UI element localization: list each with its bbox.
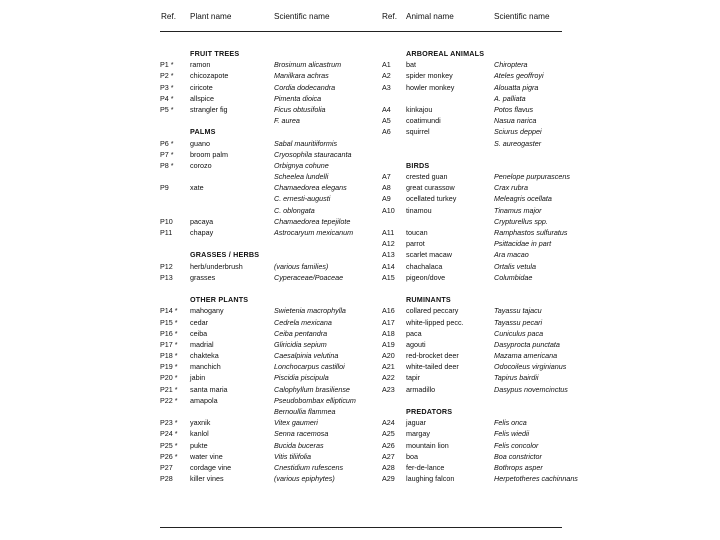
animal-name-cell: bat bbox=[406, 60, 416, 70]
animal-ref-cell bbox=[382, 160, 406, 171]
table-row bbox=[160, 283, 610, 294]
ref-cell bbox=[160, 249, 190, 260]
animal-name-cell: pigeon/dove bbox=[406, 272, 446, 282]
ref-cell: P17 * bbox=[160, 339, 178, 349]
plant-scientific-cell bbox=[274, 126, 382, 137]
animal-name-cell bbox=[406, 138, 494, 149]
ref-cell: P2 * bbox=[160, 71, 174, 81]
animal-ref-cell: A24 bbox=[382, 418, 395, 428]
animal-name-cell: squirrel bbox=[406, 127, 430, 137]
plant-name-cell bbox=[190, 238, 274, 249]
animal-ref-cell: A26 bbox=[382, 440, 395, 450]
table-row bbox=[160, 305, 610, 316]
plant-scientific-cell: Vitex gaumeri bbox=[274, 418, 318, 428]
table-row bbox=[160, 160, 610, 171]
ref-cell: P26 * bbox=[160, 451, 178, 461]
plant-name-cell: manchich bbox=[190, 362, 221, 372]
plant-name-cell: ciricote bbox=[190, 82, 213, 92]
animal-ref-cell: A5 bbox=[382, 116, 391, 126]
ref-cell: P22 * bbox=[160, 395, 178, 405]
table-row bbox=[160, 48, 610, 59]
ref-cell: P4 * bbox=[160, 93, 174, 103]
section-heading: ARBOREAL ANIMALS bbox=[406, 49, 485, 58]
plant-name-cell bbox=[190, 171, 274, 182]
animal-scientific-cell: Meleagris ocellata bbox=[494, 194, 552, 204]
table-row bbox=[160, 339, 610, 350]
table-row bbox=[160, 70, 610, 81]
animal-ref-cell bbox=[382, 48, 406, 59]
animal-ref-cell: A18 bbox=[382, 328, 395, 338]
plant-scientific-cell: Scheelea lundelli bbox=[274, 172, 329, 182]
animal-scientific-cell: Felis onca bbox=[494, 418, 527, 428]
ref-cell: P16 * bbox=[160, 328, 178, 338]
plant-name-cell: xate bbox=[190, 183, 204, 193]
animal-ref-cell bbox=[382, 406, 406, 417]
plant-name-cell: ceiba bbox=[190, 328, 208, 338]
table-row bbox=[160, 182, 610, 193]
header-ref: Ref. bbox=[161, 12, 177, 21]
plant-scientific-cell: (various epiphytes) bbox=[274, 474, 335, 484]
plant-scientific-cell bbox=[274, 294, 382, 305]
plant-scientific-cell: Brosimum alicastrum bbox=[274, 60, 342, 70]
animal-scientific-cell: Herpetotheres cachinnans bbox=[494, 474, 578, 484]
plant-name-cell: strangler fig bbox=[190, 104, 228, 114]
ref-cell: P24 * bbox=[160, 429, 178, 439]
section-heading: PREDATORS bbox=[406, 407, 453, 416]
plant-name-cell: jabin bbox=[190, 373, 206, 383]
animal-name-cell: boa bbox=[406, 451, 418, 461]
table-row bbox=[160, 126, 610, 137]
animal-name-cell bbox=[406, 216, 494, 227]
plant-name-cell: chapay bbox=[190, 228, 214, 237]
ref-cell: P8 * bbox=[160, 160, 174, 170]
plant-name-cell: kanlol bbox=[190, 429, 209, 439]
table-row bbox=[160, 350, 610, 361]
plant-scientific-cell: Cryosophila stauracanta bbox=[274, 149, 352, 159]
table-row bbox=[160, 272, 610, 283]
table-row bbox=[160, 171, 610, 182]
animal-ref-cell: A16 bbox=[382, 306, 395, 316]
animal-ref-cell bbox=[382, 216, 406, 227]
plant-name-cell: santa maria bbox=[190, 384, 228, 394]
table-row bbox=[160, 216, 610, 227]
table-row bbox=[160, 462, 610, 473]
plant-scientific-cell: Bucida buceras bbox=[274, 440, 324, 450]
ref-cell: P28 bbox=[160, 474, 173, 484]
plant-scientific-cell: Cyperaceae/Poaceae bbox=[274, 272, 344, 282]
animal-ref-cell: A7 bbox=[382, 172, 391, 182]
table-header bbox=[160, 10, 610, 24]
plant-scientific-cell: Orbignya cohune bbox=[274, 160, 329, 170]
animal-name-cell: margay bbox=[406, 429, 430, 439]
animal-scientific-cell: A. palliata bbox=[494, 93, 526, 103]
plant-name-cell: madrial bbox=[190, 339, 214, 349]
animal-name-cell: howler monkey bbox=[406, 82, 455, 92]
table-row bbox=[160, 372, 610, 383]
plant-name-cell: grasses bbox=[190, 272, 216, 282]
section-heading: GRASSES / HERBS bbox=[190, 250, 260, 260]
ref-cell bbox=[160, 294, 190, 305]
ref-cell: P14 * bbox=[160, 306, 178, 316]
table-row bbox=[160, 328, 610, 339]
ref-cell bbox=[160, 205, 190, 216]
section-heading: FRUIT TREES bbox=[190, 49, 240, 58]
plant-name-cell: pacaya bbox=[190, 216, 214, 226]
bottom-rule bbox=[160, 527, 562, 528]
table-row bbox=[160, 249, 610, 260]
plant-name-cell bbox=[190, 283, 274, 294]
ref-cell: P12 bbox=[160, 261, 173, 271]
animal-name-cell: fer-de-lance bbox=[406, 462, 445, 472]
animal-ref-cell: A2 bbox=[382, 71, 391, 81]
animal-scientific-cell: Ara macao bbox=[494, 250, 529, 260]
plant-scientific-cell: Calophyllum brasiliense bbox=[274, 384, 350, 394]
animal-scientific-cell: Odocoileus virginianus bbox=[494, 362, 567, 372]
table-row bbox=[160, 395, 610, 406]
table-row bbox=[160, 149, 610, 160]
animal-ref-cell: A6 bbox=[382, 127, 391, 137]
animal-scientific-cell: Chiroptera bbox=[494, 60, 528, 70]
plant-scientific-cell: Senna racemosa bbox=[274, 429, 329, 439]
ref-cell: P21 * bbox=[160, 384, 178, 394]
plant-scientific-cell: F. aurea bbox=[274, 116, 300, 126]
plant-scientific-cell: Sabal mauritiiformis bbox=[274, 138, 338, 148]
animal-scientific-cell: Tayassu pecari bbox=[494, 317, 543, 327]
plant-scientific-cell: Cordia dodecandra bbox=[274, 82, 336, 92]
animal-scientific-cell: Crypturellus spp. bbox=[494, 216, 548, 226]
ref-cell: P19 * bbox=[160, 362, 178, 372]
table-row bbox=[160, 238, 610, 249]
table-row bbox=[160, 104, 610, 115]
animal-ref-cell: A17 bbox=[382, 317, 395, 327]
animal-ref-cell: A4 bbox=[382, 104, 391, 114]
animal-scientific-cell: Felis concolor bbox=[494, 440, 539, 450]
section-heading: BIRDS bbox=[406, 160, 430, 170]
animal-scientific-cell bbox=[494, 160, 610, 171]
animal-name-cell: tinamou bbox=[406, 205, 432, 215]
animal-name-cell bbox=[406, 93, 494, 104]
plant-scientific-cell: Pimenta dioica bbox=[274, 93, 322, 103]
animal-ref-cell: A21 bbox=[382, 362, 395, 372]
table-row bbox=[160, 417, 610, 428]
plant-scientific-cell: Bernoullia flammea bbox=[274, 407, 336, 416]
ref-cell: P15 * bbox=[160, 317, 178, 327]
table-row bbox=[160, 440, 610, 451]
animal-name-cell: great curassow bbox=[406, 183, 455, 193]
plant-scientific-cell: Piscidia piscipula bbox=[274, 373, 329, 383]
animal-scientific-cell: Crax rubra bbox=[494, 183, 528, 193]
animal-scientific-cell: Bothrops asper bbox=[494, 462, 543, 472]
animal-scientific-cell: Nasua narica bbox=[494, 116, 537, 126]
ref-cell: P20 * bbox=[160, 373, 178, 383]
species-reference-table bbox=[160, 0, 610, 540]
animal-name-cell: armadillo bbox=[406, 384, 436, 394]
animal-ref-cell: A19 bbox=[382, 339, 395, 349]
plant-scientific-cell: Gliricidia sepium bbox=[274, 339, 327, 349]
plant-scientific-cell: (various families) bbox=[274, 261, 329, 271]
table-row bbox=[160, 261, 610, 272]
animal-scientific-cell: Dasypus novemcinctus bbox=[494, 384, 568, 394]
ref-cell bbox=[160, 283, 190, 294]
plant-scientific-cell: Vitis tiliifolia bbox=[274, 451, 312, 461]
animal-name-cell bbox=[406, 149, 494, 160]
animal-ref-cell: A3 bbox=[382, 82, 391, 92]
animal-name-cell: collared peccary bbox=[406, 306, 459, 316]
plant-name-cell: cordage vine bbox=[190, 462, 232, 472]
ref-cell: P25 * bbox=[160, 440, 178, 450]
plant-scientific-cell: Ficus obtusifolia bbox=[274, 104, 326, 114]
animal-ref-cell: A28 bbox=[382, 462, 395, 472]
animal-name-cell bbox=[406, 395, 494, 406]
plant-name-cell: chicozapote bbox=[190, 71, 229, 81]
animal-name-cell: laughing falcon bbox=[406, 474, 455, 484]
animal-ref-cell: A1 bbox=[382, 60, 391, 70]
animal-scientific-cell: Ramphastos sulfuratus bbox=[494, 228, 568, 237]
plant-name-cell: herb/underbrush bbox=[190, 261, 243, 271]
ref-cell: P6 * bbox=[160, 138, 174, 148]
plant-scientific-cell: Lonchocarpus castilloi bbox=[274, 362, 345, 372]
table-row bbox=[160, 294, 610, 305]
plant-scientific-cell: Astrocaryum mexicanum bbox=[274, 228, 354, 237]
ref-cell bbox=[160, 406, 190, 417]
animal-scientific-cell bbox=[494, 283, 610, 294]
animal-scientific-cell: Potos flavus bbox=[494, 104, 534, 114]
animal-name-cell: mountain lion bbox=[406, 440, 449, 450]
header-plant-name: Plant name bbox=[190, 12, 232, 21]
table-row bbox=[160, 205, 610, 216]
animal-scientific-cell: Alouatta pigra bbox=[494, 82, 539, 92]
plant-name-cell: mahogany bbox=[190, 306, 224, 316]
ref-cell: P23 * bbox=[160, 418, 178, 428]
animal-scientific-cell: Sciurus deppei bbox=[494, 127, 542, 137]
animal-ref-cell: A20 bbox=[382, 351, 395, 361]
animal-name-cell: ocellated turkey bbox=[406, 194, 457, 204]
animal-ref-cell: A29 bbox=[382, 474, 395, 484]
table-row bbox=[160, 115, 610, 126]
animal-name-cell: spider monkey bbox=[406, 71, 453, 81]
table-row bbox=[160, 82, 610, 93]
section-heading: RUMINANTS bbox=[406, 295, 451, 305]
ref-cell: P11 bbox=[160, 228, 173, 237]
table-row bbox=[160, 59, 610, 70]
section-heading: PALMS bbox=[190, 127, 216, 137]
animal-name-cell: jaguar bbox=[406, 418, 426, 428]
animal-scientific-cell: Boa constrictor bbox=[494, 451, 542, 461]
animal-scientific-cell: S. aureogaster bbox=[494, 138, 542, 148]
ref-cell: P3 * bbox=[160, 82, 174, 92]
plant-name-cell: chakteka bbox=[190, 351, 219, 361]
animal-ref-cell: A23 bbox=[382, 384, 395, 394]
animal-ref-cell bbox=[382, 138, 406, 149]
animal-scientific-cell bbox=[494, 406, 610, 417]
ref-cell: P7 * bbox=[160, 149, 174, 159]
animal-ref-cell: A12 bbox=[382, 239, 395, 249]
animal-ref-cell: A27 bbox=[382, 451, 395, 461]
animal-ref-cell: A25 bbox=[382, 429, 395, 439]
animal-ref-cell bbox=[382, 283, 406, 294]
animal-scientific-cell: Ortalis vetula bbox=[494, 261, 536, 271]
plant-scientific-cell bbox=[274, 283, 382, 294]
table-row bbox=[160, 384, 610, 395]
animal-scientific-cell bbox=[494, 48, 610, 59]
animal-name-cell: tapir bbox=[406, 373, 420, 383]
animal-scientific-cell: Columbidae bbox=[494, 272, 533, 282]
top-rule bbox=[160, 31, 562, 32]
ref-cell: P13 bbox=[160, 272, 173, 282]
animal-scientific-cell bbox=[494, 395, 610, 406]
plant-scientific-cell: Manilkara achras bbox=[274, 71, 329, 81]
section-heading: OTHER PLANTS bbox=[190, 295, 249, 305]
plant-scientific-cell bbox=[274, 238, 382, 249]
ref-cell: P5 * bbox=[160, 104, 174, 114]
animal-name-cell: chachalaca bbox=[406, 261, 443, 271]
plant-scientific-cell: Chamaedorea tepejilote bbox=[274, 216, 351, 226]
animal-scientific-cell bbox=[494, 294, 610, 305]
plant-name-cell: allspice bbox=[190, 93, 214, 103]
animal-name-cell: crested guan bbox=[406, 172, 448, 182]
plant-scientific-cell: C. oblongata bbox=[274, 205, 315, 215]
ref-cell: P1 * bbox=[160, 60, 174, 70]
animal-ref-cell bbox=[382, 93, 406, 104]
animal-ref-cell: A9 bbox=[382, 194, 391, 204]
animal-ref-cell: A10 bbox=[382, 205, 395, 215]
animal-ref-cell: A8 bbox=[382, 183, 391, 193]
table-row bbox=[160, 193, 610, 204]
animal-ref-cell bbox=[382, 395, 406, 406]
ref-cell: P27 bbox=[160, 462, 173, 472]
animal-ref-cell: A15 bbox=[382, 272, 395, 282]
plant-name-cell: amapola bbox=[190, 395, 218, 405]
ref-cell bbox=[160, 238, 190, 249]
animal-name-cell: red-brocket deer bbox=[406, 351, 459, 361]
plant-name-cell: yaxnik bbox=[190, 418, 211, 428]
table-row bbox=[160, 451, 610, 462]
plant-name-cell: water vine bbox=[190, 451, 223, 461]
animal-scientific-cell: Tinamus major bbox=[494, 205, 542, 215]
plant-scientific-cell: Pseudobombax ellipticum bbox=[274, 395, 356, 405]
plant-name-cell: ramon bbox=[190, 60, 211, 70]
plant-name-cell bbox=[190, 205, 274, 216]
plant-scientific-cell bbox=[274, 48, 382, 59]
table-row bbox=[160, 428, 610, 439]
animal-scientific-cell: Tayassu tajacu bbox=[494, 306, 542, 316]
table-body bbox=[160, 48, 610, 484]
plant-scientific-cell: Cnestidium rufescens bbox=[274, 462, 344, 472]
table-row bbox=[160, 138, 610, 149]
plant-name-cell: killer vines bbox=[190, 474, 224, 484]
header-scientific-name: Scientific name bbox=[274, 12, 330, 21]
table-row bbox=[160, 317, 610, 328]
animal-scientific-cell: Psittacidae in part bbox=[494, 239, 552, 249]
header-scientific-name-2: Scientific name bbox=[494, 12, 550, 21]
plant-scientific-cell bbox=[274, 249, 382, 260]
plant-scientific-cell: Ceiba pentandra bbox=[274, 328, 328, 338]
animal-scientific-cell: Felis wiedii bbox=[494, 429, 530, 439]
plant-name-cell: cedar bbox=[190, 317, 208, 327]
animal-scientific-cell bbox=[494, 149, 610, 160]
animal-ref-cell bbox=[382, 294, 406, 305]
plant-scientific-cell: Cedrela mexicana bbox=[274, 317, 332, 327]
ref-cell: P10 bbox=[160, 216, 173, 226]
table-row bbox=[160, 473, 610, 484]
ref-cell bbox=[160, 193, 190, 204]
plant-scientific-cell: Swietenia macrophylla bbox=[274, 306, 346, 316]
ref-cell bbox=[160, 126, 190, 137]
animal-scientific-cell: Penelope purpurascens bbox=[494, 172, 570, 182]
animal-scientific-cell: Cuniculus paca bbox=[494, 328, 544, 338]
ref-cell bbox=[160, 115, 190, 126]
table-row bbox=[160, 227, 610, 238]
animal-ref-cell: A14 bbox=[382, 261, 395, 271]
plant-name-cell: broom palm bbox=[190, 149, 228, 159]
plant-name-cell bbox=[190, 406, 274, 417]
animal-name-cell: scarlet macaw bbox=[406, 250, 452, 260]
animal-name-cell bbox=[406, 283, 494, 294]
plant-name-cell: corozo bbox=[190, 160, 212, 170]
header-animal-name: Animal name bbox=[406, 12, 454, 21]
animal-name-cell: coatimundi bbox=[406, 116, 441, 126]
animal-scientific-cell: Dasyprocta punctata bbox=[494, 339, 560, 349]
animal-name-cell: agouti bbox=[406, 339, 426, 349]
animal-scientific-cell: Tapirus bairdii bbox=[494, 373, 539, 383]
ref-cell: P9 bbox=[160, 183, 169, 193]
ref-cell bbox=[160, 171, 190, 182]
animal-scientific-cell: Mazama americana bbox=[494, 351, 558, 361]
header-ref-2: Ref. bbox=[382, 12, 398, 21]
animal-name-cell: kinkajou bbox=[406, 104, 433, 114]
table-row bbox=[160, 406, 610, 417]
ref-cell: P18 * bbox=[160, 351, 178, 361]
plant-scientific-cell: Chamaedorea elegans bbox=[274, 183, 347, 193]
table-row bbox=[160, 361, 610, 372]
animal-ref-cell: A11 bbox=[382, 228, 395, 237]
animal-name-cell: parrot bbox=[406, 239, 425, 249]
plant-name-cell bbox=[190, 193, 274, 204]
table-row bbox=[160, 93, 610, 104]
plant-scientific-cell: Caesalpinia velutina bbox=[274, 351, 339, 361]
animal-name-cell: toucan bbox=[406, 228, 428, 237]
animal-scientific-cell: Ateles geoffroyi bbox=[494, 71, 544, 81]
plant-scientific-cell: C. ernesti-augusti bbox=[274, 194, 331, 204]
plant-name-cell: pukte bbox=[190, 440, 208, 450]
animal-name-cell: white-tailed deer bbox=[406, 362, 459, 372]
animal-ref-cell: A13 bbox=[382, 250, 395, 260]
plant-name-cell: guano bbox=[190, 138, 210, 148]
animal-name-cell: paca bbox=[406, 328, 422, 338]
animal-ref-cell: A22 bbox=[382, 373, 395, 383]
plant-name-cell bbox=[190, 115, 274, 126]
animal-name-cell: white-lipped pecc. bbox=[406, 317, 464, 327]
animal-ref-cell bbox=[382, 149, 406, 160]
ref-cell bbox=[160, 48, 190, 59]
